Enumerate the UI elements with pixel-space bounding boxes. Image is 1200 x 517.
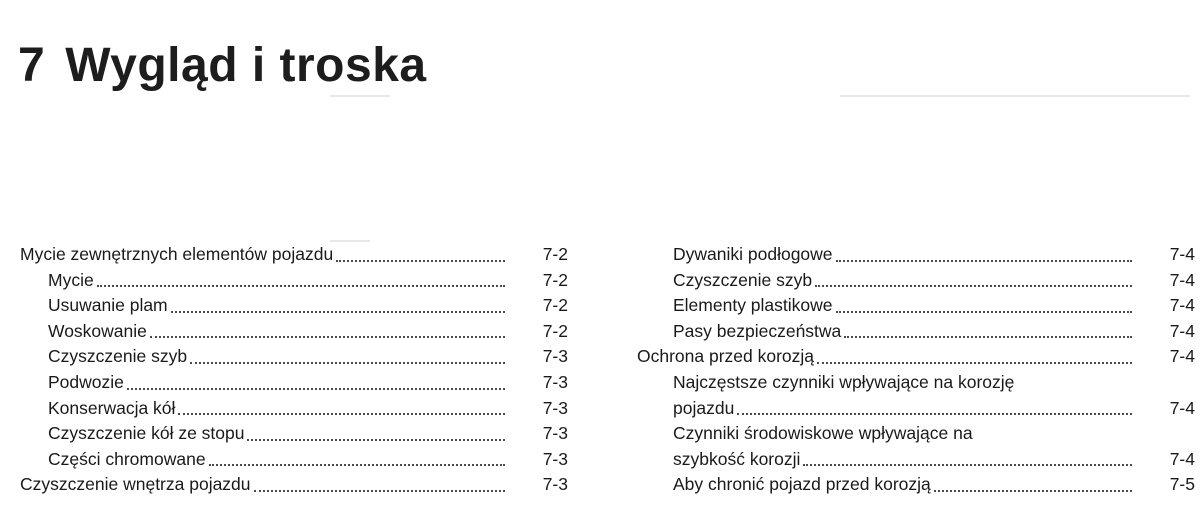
toc-entry-label: Najczęstsze czynniki wpływające na korozję [673,371,1015,392]
toc-entry[interactable] [637,242,1195,268]
toc-leader-dots [934,490,1132,492]
toc-entry[interactable] [637,344,1195,370]
toc-entry-label: Pasy bezpieczeństwa [673,320,842,341]
toc-leader-dots [171,311,505,313]
toc-entry[interactable] [20,242,568,268]
toc-leader-dots [815,285,1132,287]
toc-leader-dots [127,388,505,390]
toc-entry-page: 7-2 [542,244,568,264]
bleed-through-rule [330,95,390,97]
toc-entry-page: 7-4 [1169,269,1195,290]
toc-right-column [637,242,1195,498]
toc-leader-dots [247,439,505,441]
toc-leader-dots [803,464,1132,466]
toc-entry-label: Czyszczenie szyb [48,346,188,367]
toc-entry-label: Podwozie [48,371,124,392]
toc-entry[interactable] [20,344,568,370]
toc-entry-label: Usuwanie plam [48,295,168,316]
toc-entry-label: pojazdu [673,397,735,418]
toc-leader-dots [178,413,505,415]
toc-entry-label: Mycie zewnętrznych elementów pojazdu [20,244,334,264]
chapter-number: 7 [18,39,46,93]
toc-leader-dots [336,260,505,262]
toc-entry-label: Woskowanie [48,320,147,341]
toc-leader-dots [836,260,1132,262]
toc-entry-label: Czynniki środowiskowe wpływające na [673,423,973,444]
toc-entry[interactable] [637,370,1195,396]
toc-entry-label: Czyszczenie wnętrza pojazdu [20,474,251,495]
toc-entry[interactable] [20,447,568,473]
toc-entry-page: 7-4 [1169,346,1195,367]
toc-entry-page: 7-4 [1169,320,1195,341]
toc-leader-dots [817,362,1132,364]
toc-entry-page: 7-2 [542,320,568,341]
toc-entry-page: 7-4 [1169,244,1195,264]
toc-entry-label: Czyszczenie kół ze stopu [48,423,245,444]
toc-entry[interactable] [637,319,1195,345]
toc-entry-label: Czyszczenie szyb [673,269,813,290]
toc-entry-page: 7-2 [542,295,568,316]
toc-entry[interactable] [637,396,1195,422]
toc-entry[interactable] [20,370,568,396]
toc-entry[interactable] [20,268,568,294]
toc-entry[interactable] [20,421,568,447]
toc-entry-page: 7-3 [542,423,568,444]
toc-entry[interactable] [637,472,1195,498]
toc-entry-page: 7-3 [542,346,568,367]
toc-left-column [20,242,568,498]
toc-entry-label: Dywaniki podłogowe [673,244,833,264]
toc-leader-dots [737,413,1132,415]
toc-leader-dots [190,362,505,364]
toc-entry-page: 7-3 [542,448,568,469]
toc-entry[interactable] [637,293,1195,319]
toc-entry-label: Ochrona przed korozją [637,346,815,367]
toc-entry[interactable] [637,447,1195,473]
toc-entry-label: szybkość korozji [673,448,801,469]
toc-entry-page: 7-4 [1169,448,1195,469]
toc-entry-page: 7-4 [1169,295,1195,316]
toc-leader-dots [150,336,505,338]
toc-leader-dots [844,336,1132,338]
toc-leader-dots [97,285,505,287]
toc-entry[interactable] [637,268,1195,294]
toc-entry-page: 7-3 [542,474,568,495]
toc-entry-page: 7-3 [542,371,568,392]
toc-entry-label: Elementy plastikowe [673,295,833,316]
toc-entry-page: 7-2 [542,269,568,290]
bleed-through-text [840,76,844,91]
toc-entry[interactable] [20,472,568,498]
toc-entry-page: 7-3 [542,397,568,418]
toc-leader-dots [209,464,505,466]
toc-entry[interactable] [20,396,568,422]
bleed-through-rule [840,95,1190,97]
toc-entry-page: 7-5 [1169,474,1195,495]
toc-entry-label: Części chromowane [48,448,206,469]
toc-entry-label: Aby chronić pojazd przed korozją [673,474,931,495]
toc-leader-dots [836,311,1132,313]
toc-entry-label: Mycie [48,269,94,290]
toc-entry[interactable] [637,421,1195,447]
toc-leader-dots [254,490,505,492]
toc-entry[interactable] [20,319,568,345]
chapter-title-text: Wygląd i troska [65,39,427,93]
chapter-title [18,38,427,93]
toc-entry-label: Konserwacja kół [48,397,176,418]
toc-entry-page: 7-4 [1169,397,1195,418]
toc-entry[interactable] [20,293,568,319]
